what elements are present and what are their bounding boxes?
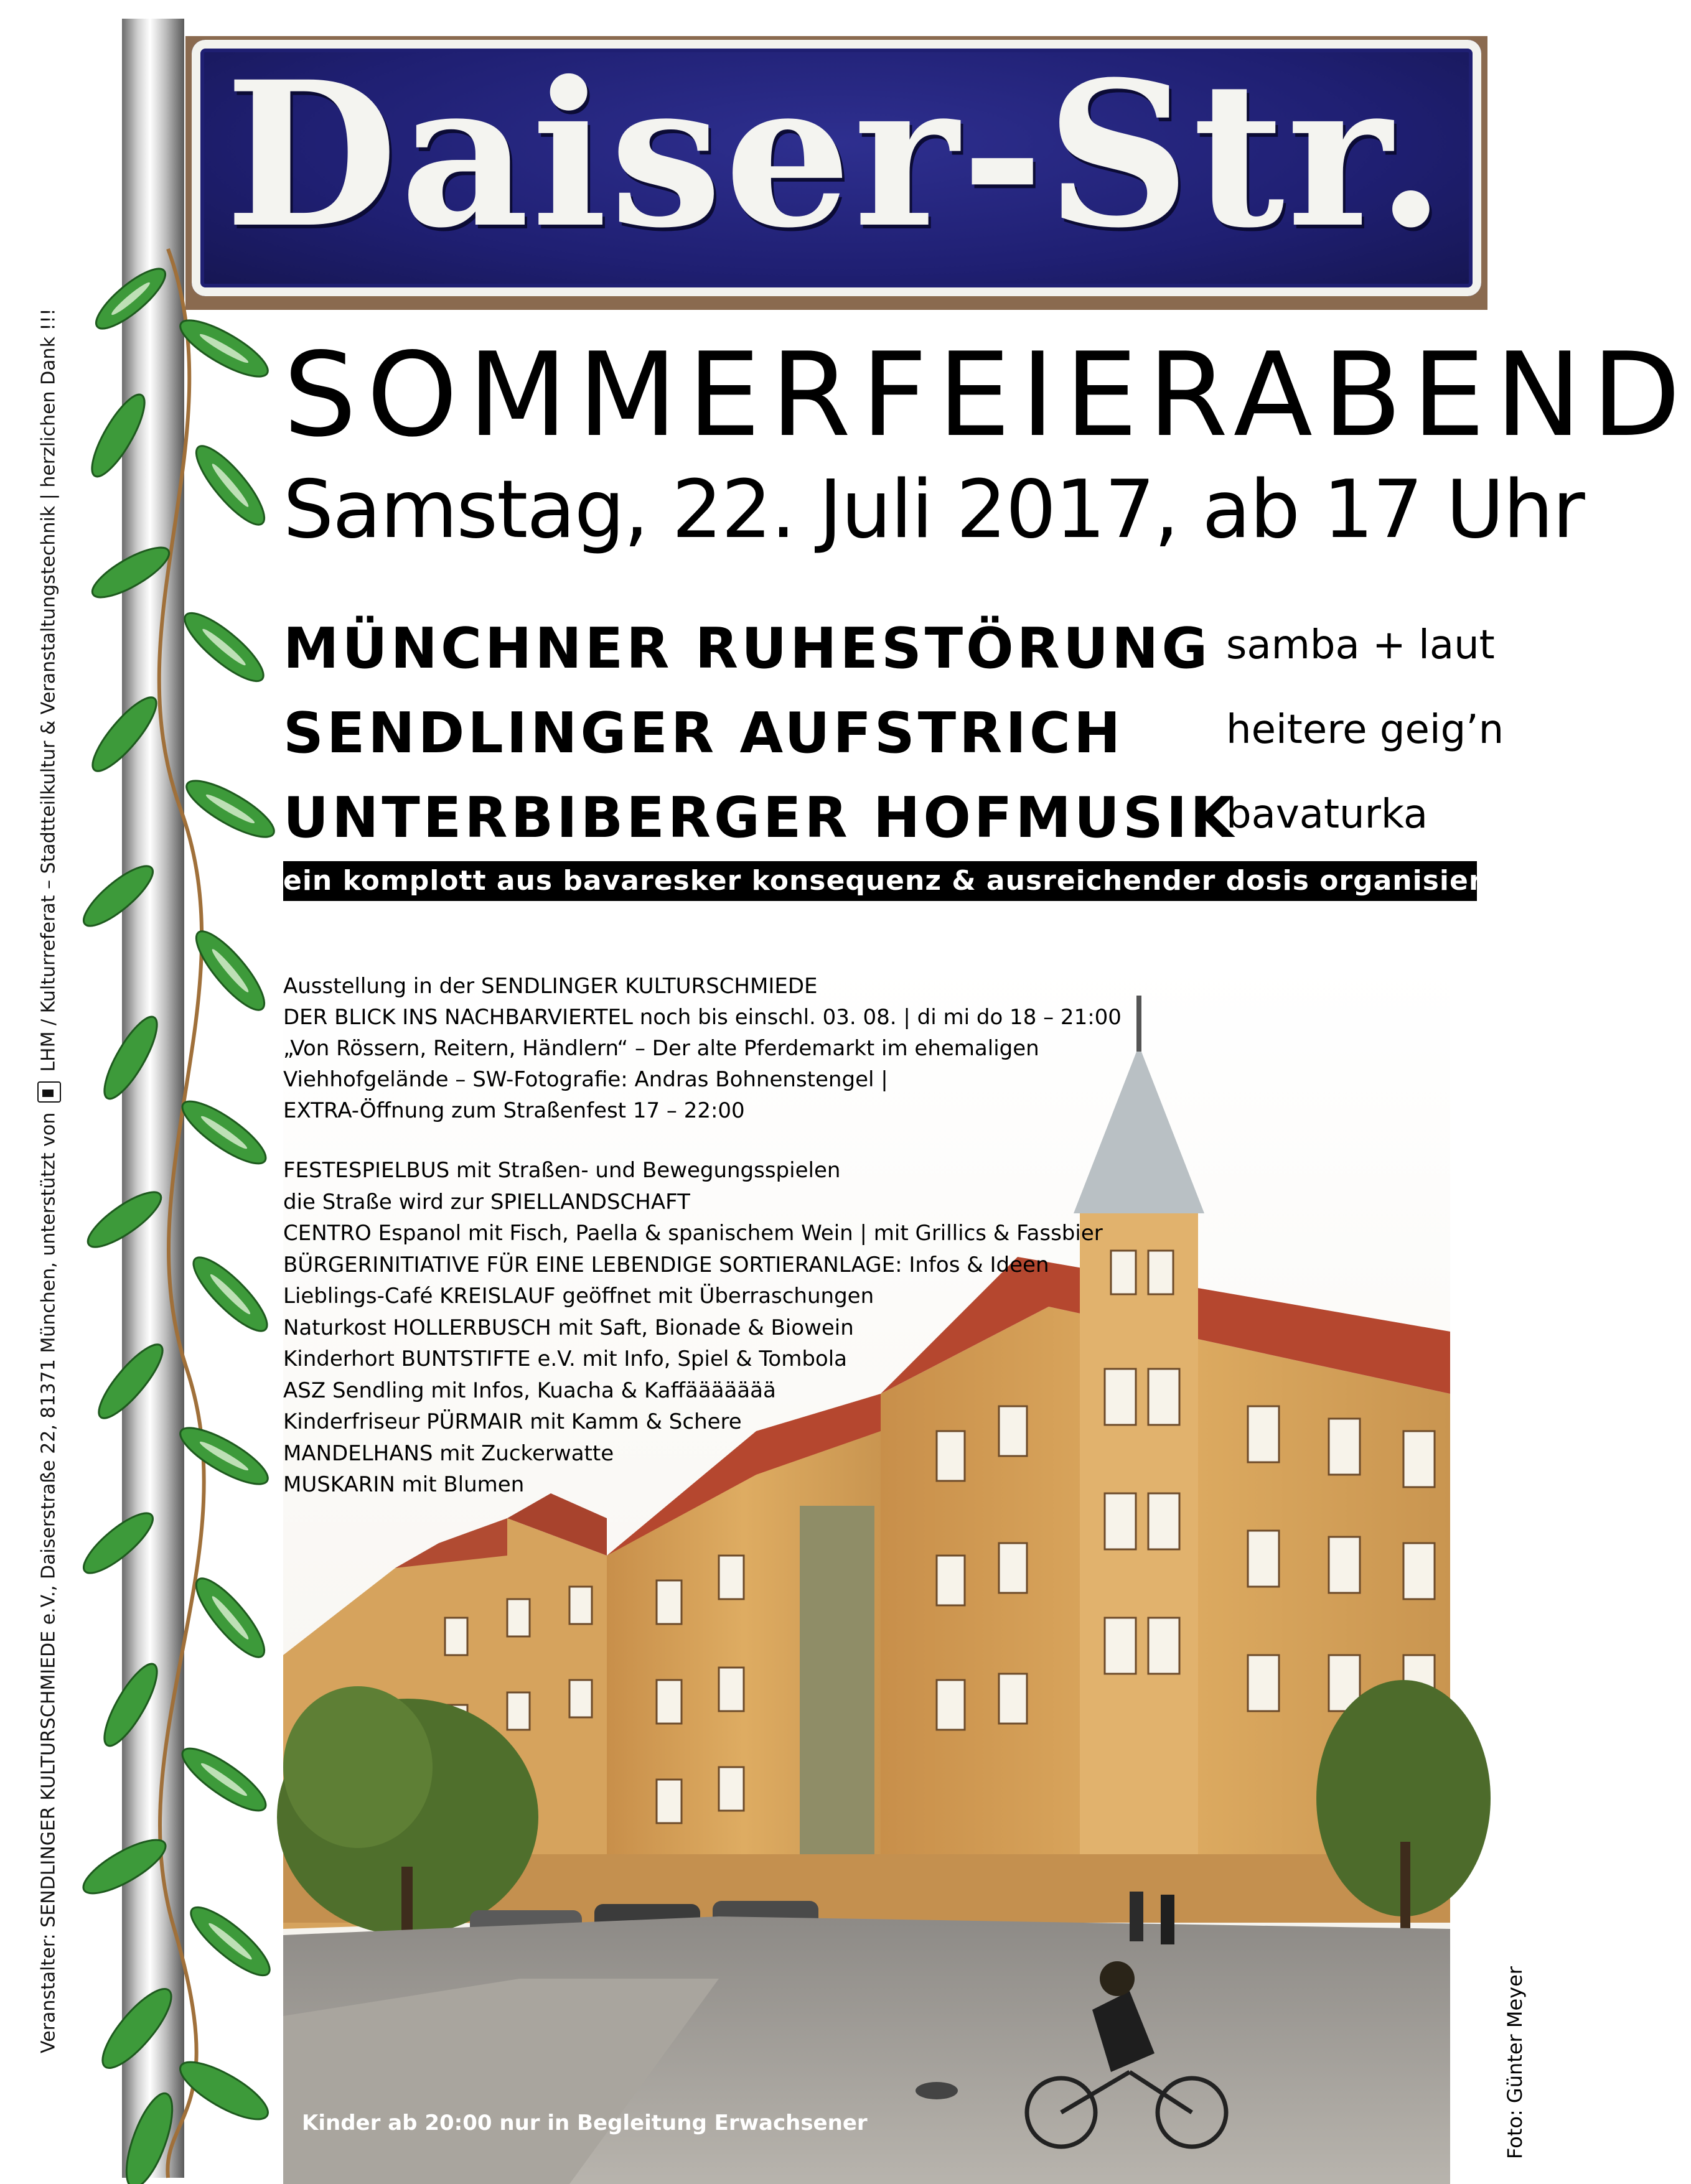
program-info [283, 1155, 1103, 1501]
act-item [283, 701, 1504, 785]
kids-note: Kinder ab 20:00 nur in Begleitung Erwachsener [302, 2111, 868, 2135]
program-line: Lieblings-Café KREISLAUF geöffnet mit Überraschungen [283, 1284, 874, 1309]
street-sign [185, 36, 1487, 310]
program-line: BÜRGERINITIATIVE FÜR EINE LEBENDIGE SORTIERANLAGE: Infos & Ideen [283, 1252, 1049, 1277]
lhm-logo-icon [37, 1081, 61, 1103]
organizer-credit [37, 308, 61, 2053]
exhibition-info [283, 971, 1122, 1126]
exhibition-line: Ausstellung in der SENDLINGER KULTURSCHMIEDE [283, 974, 818, 999]
program-line: ASZ Sendling mit Infos, Kuacha & Kaffäääääää [283, 1378, 776, 1403]
act-genre: samba + laut [1226, 622, 1495, 668]
act-name: UNTERBIBERGER HOFMUSIK [283, 785, 1237, 851]
tagline-banner: ein komplott aus bavaresker konsequenz & ausreichender dosis organisierter anarchie [283, 861, 1477, 901]
act-item [283, 785, 1466, 870]
program-line: MANDELHANS mit Zuckerwatte [283, 1440, 614, 1466]
event-date: Samstag, 22. Juli 2017, ab 17 Uhr [283, 464, 1584, 556]
exhibition-line: DER BLICK INS NACHBARVIERTEL noch bis einschl. 03. 08. | di mi do 18 – 21:00 [283, 1005, 1122, 1030]
exhibition-line: „Von Rössern, Reitern, Händlern“ – Der alte Pferdemarkt im ehemaligen [283, 1036, 1039, 1061]
vine-decoration [75, 249, 280, 2178]
street-photo [283, 958, 1450, 2184]
program-line: die Straße wird zur SPIELLANDSCHAFT [283, 1189, 690, 1215]
act-name: SENDLINGER AUFSTRICH [283, 701, 1124, 766]
exhibition-line: Viehhofgelände – SW-Fotografie: Andras Bohnenstengel | [283, 1067, 888, 1092]
program-line: MUSKARIN mit Blumen [283, 1472, 525, 1497]
organizer-text-before: Veranstalter: SENDLINGER KULTURSCHMIEDE e.V., Daiserstraße 22, 81371 München, unterstützt von [37, 1112, 60, 2053]
act-genre: bavaturka [1226, 791, 1428, 838]
act-item [283, 616, 1495, 701]
organizer-text-after: LHM / Kulturreferat – Stadtteilkultur & Veranstaltungstechnik | herzlichen Dank !!! [37, 308, 60, 1072]
program-line: Kinderhort BUNTSTIFTE e.V. mit Info, Spiel & Tombola [283, 1346, 848, 1371]
program-line: Naturkost HOLLERBUSCH mit Saft, Bionade & Biowein [283, 1315, 854, 1340]
exhibition-line: EXTRA-Öffnung zum Straßenfest 17 – 22:00 [283, 1098, 745, 1123]
acts-list [283, 616, 1504, 870]
program-line: CENTRO Espanol mit Fisch, Paella & spanischem Wein | mit Grillics & Fassbier [283, 1221, 1103, 1246]
photo-credit: Foto: Günter Meyer [1503, 1966, 1527, 2159]
program-line: FESTESPIELBUS mit Straßen- und Bewegungsspielen [283, 1158, 841, 1183]
act-genre: heitere geig’n [1226, 707, 1504, 753]
act-name: MÜNCHNER RUHESTÖRUNG [283, 616, 1211, 681]
event-title: SOMMERFEIERABEND [283, 327, 1691, 462]
street-sign-text: Daiser-Str. [225, 39, 1448, 272]
program-line: Kinderfriseur PÜRMAIR mit Kamm & Schere [283, 1409, 742, 1434]
